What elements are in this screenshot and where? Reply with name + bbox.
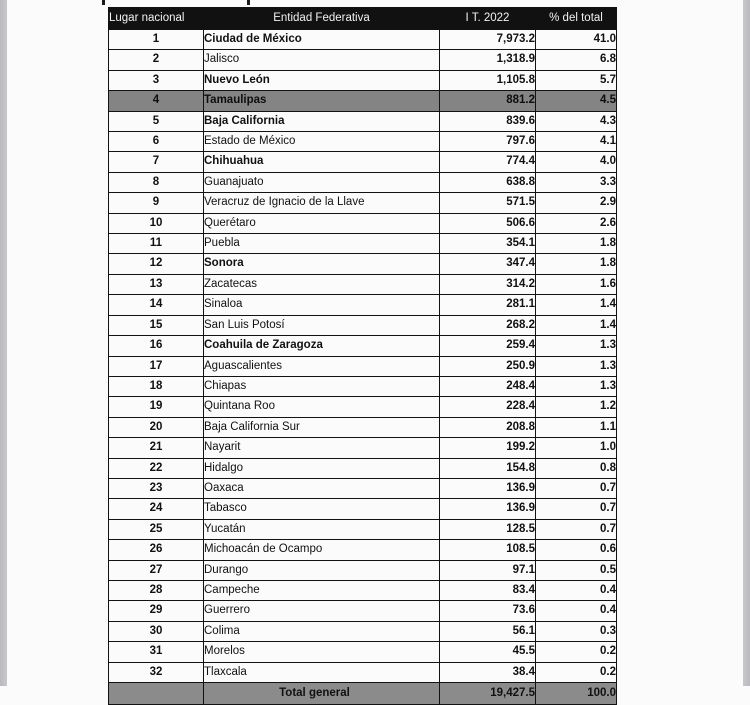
page-edge-right <box>743 0 750 686</box>
cell-state: Tamaulipas <box>204 91 440 111</box>
cell-value: 248.4 <box>440 376 536 396</box>
cell-state: Guanajuato <box>204 172 440 192</box>
cell-state: Puebla <box>204 234 440 254</box>
cell-percent: 1.8 <box>536 254 617 274</box>
cell-rank: 16 <box>109 336 204 356</box>
table-row[interactable] <box>109 376 617 396</box>
cell-rank: 4 <box>109 91 204 111</box>
cell-rank: 22 <box>109 458 204 478</box>
cell-value: 38.4 <box>440 662 536 682</box>
cell-state: Nuevo León <box>204 70 440 90</box>
cell-rank: 1 <box>109 30 204 50</box>
cell-rank: 7 <box>109 152 204 172</box>
cell-percent: 4.3 <box>536 111 617 131</box>
cell-state: Aguascalientes <box>204 356 440 376</box>
table-row[interactable] <box>109 417 617 437</box>
table-row[interactable] <box>109 478 617 498</box>
cell-state: Chiapas <box>204 376 440 396</box>
total-row-value: 19,427.5 <box>440 683 536 705</box>
cell-rank: 13 <box>109 274 204 294</box>
cell-value: 56.1 <box>440 621 536 641</box>
cell-percent: 1.2 <box>536 397 617 417</box>
cell-value: 354.1 <box>440 234 536 254</box>
cell-rank: 10 <box>109 213 204 233</box>
table-row[interactable] <box>109 91 617 111</box>
cell-percent: 6.8 <box>536 50 617 70</box>
cell-value: 797.6 <box>440 132 536 152</box>
table-row[interactable] <box>109 30 617 50</box>
cell-state: Durango <box>204 560 440 580</box>
cell-rank: 2 <box>109 50 204 70</box>
cell-state: Zacatecas <box>204 274 440 294</box>
cell-percent: 1.3 <box>536 336 617 356</box>
statistics-table-container <box>108 7 616 705</box>
cell-value: 45.5 <box>440 642 536 662</box>
cell-rank: 26 <box>109 540 204 560</box>
cell-value: 136.9 <box>440 499 536 519</box>
cell-value: 83.4 <box>440 580 536 600</box>
cell-rank: 5 <box>109 111 204 131</box>
cell-state: Veracruz de Ignacio de la Llave <box>204 193 440 213</box>
cell-value: 314.2 <box>440 274 536 294</box>
cell-percent: 0.7 <box>536 519 617 539</box>
cell-rank: 27 <box>109 560 204 580</box>
cell-state: Querétaro <box>204 213 440 233</box>
cell-value: 571.5 <box>440 193 536 213</box>
cell-percent: 0.5 <box>536 560 617 580</box>
table-row[interactable] <box>109 580 617 600</box>
cell-percent: 41.0 <box>536 30 617 50</box>
cell-value: 268.2 <box>440 315 536 335</box>
page-edge-left <box>0 0 7 686</box>
cell-state: Quintana Roo <box>204 397 440 417</box>
cell-percent: 4.1 <box>536 132 617 152</box>
cell-value: 128.5 <box>440 519 536 539</box>
table-row[interactable] <box>109 274 617 294</box>
cell-state: Colima <box>204 621 440 641</box>
cell-percent: 0.8 <box>536 458 617 478</box>
cell-state: Baja California <box>204 111 440 131</box>
cell-rank: 30 <box>109 621 204 641</box>
table-row[interactable] <box>109 193 617 213</box>
table-row[interactable] <box>109 356 617 376</box>
cell-rank: 31 <box>109 642 204 662</box>
table-row[interactable] <box>109 642 617 662</box>
table-row[interactable] <box>109 560 617 580</box>
table-row[interactable] <box>109 70 617 90</box>
cell-state: Morelos <box>204 642 440 662</box>
table-row[interactable] <box>109 254 617 274</box>
cell-state: Ciudad de México <box>204 30 440 50</box>
table-row[interactable] <box>109 295 617 315</box>
cell-value: 250.9 <box>440 356 536 376</box>
cell-percent: 2.9 <box>536 193 617 213</box>
cell-rank: 32 <box>109 662 204 682</box>
cell-percent: 1.3 <box>536 356 617 376</box>
cell-value: 347.4 <box>440 254 536 274</box>
cell-rank: 3 <box>109 70 204 90</box>
table-row[interactable] <box>109 540 617 560</box>
cell-state: Sonora <box>204 254 440 274</box>
cell-value: 108.5 <box>440 540 536 560</box>
cell-rank: 6 <box>109 132 204 152</box>
statistics-table <box>108 7 617 705</box>
crop-tick-mark-left <box>102 0 105 5</box>
table-row[interactable] <box>109 111 617 131</box>
cell-value: 1,105.8 <box>440 70 536 90</box>
table-row[interactable] <box>109 234 617 254</box>
table-row[interactable] <box>109 621 617 641</box>
cell-state: Michoacán de Ocampo <box>204 540 440 560</box>
table-body <box>109 30 617 683</box>
cell-state: Coahuila de Zaragoza <box>204 336 440 356</box>
cell-state: Oaxaca <box>204 478 440 498</box>
cell-rank: 14 <box>109 295 204 315</box>
table-header <box>109 8 617 30</box>
cell-state: Campeche <box>204 580 440 600</box>
cell-value: 97.1 <box>440 560 536 580</box>
cell-value: 136.9 <box>440 478 536 498</box>
table-row[interactable] <box>109 172 617 192</box>
cell-rank: 8 <box>109 172 204 192</box>
column-header-rank[interactable]: Lugar nacional <box>109 8 204 30</box>
cell-value: 1,318.9 <box>440 50 536 70</box>
cell-value: 839.6 <box>440 111 536 131</box>
cell-percent: 0.4 <box>536 580 617 600</box>
cell-value: 506.6 <box>440 213 536 233</box>
cell-rank: 15 <box>109 315 204 335</box>
table-row[interactable] <box>109 50 617 70</box>
cell-percent: 0.6 <box>536 540 617 560</box>
table-row[interactable] <box>109 601 617 621</box>
cell-percent: 4.5 <box>536 91 617 111</box>
table-header-row <box>109 8 617 30</box>
table-row[interactable] <box>109 662 617 682</box>
cell-state: Guerrero <box>204 601 440 621</box>
cell-rank: 17 <box>109 356 204 376</box>
cell-value: 881.2 <box>440 91 536 111</box>
cell-rank: 25 <box>109 519 204 539</box>
table-row[interactable] <box>109 519 617 539</box>
cell-percent: 3.3 <box>536 172 617 192</box>
cell-percent: 1.1 <box>536 417 617 437</box>
cell-percent: 0.2 <box>536 642 617 662</box>
cell-rank: 9 <box>109 193 204 213</box>
cell-value: 638.8 <box>440 172 536 192</box>
cell-value: 259.4 <box>440 336 536 356</box>
cell-state: Jalisco <box>204 50 440 70</box>
cell-value: 73.6 <box>440 601 536 621</box>
cell-value: 228.4 <box>440 397 536 417</box>
cell-percent: 1.0 <box>536 438 617 458</box>
total-row-label: Total general <box>204 683 440 705</box>
table-row[interactable] <box>109 315 617 335</box>
cell-state: Tlaxcala <box>204 662 440 682</box>
table-row[interactable] <box>109 213 617 233</box>
column-header-state[interactable]: Entidad Federativa <box>204 8 440 30</box>
cell-percent: 0.7 <box>536 499 617 519</box>
cell-percent: 4.0 <box>536 152 617 172</box>
cell-value: 7,973.2 <box>440 30 536 50</box>
cell-value: 281.1 <box>440 295 536 315</box>
cell-state: San Luis Potosí <box>204 315 440 335</box>
cell-rank: 24 <box>109 499 204 519</box>
cell-percent: 1.6 <box>536 274 617 294</box>
table-row[interactable] <box>109 132 617 152</box>
cell-rank: 29 <box>109 601 204 621</box>
cell-percent: 2.6 <box>536 213 617 233</box>
column-header-percent[interactable]: % del total <box>536 8 617 30</box>
table-row[interactable] <box>109 499 617 519</box>
cell-value: 208.8 <box>440 417 536 437</box>
cell-state: Hidalgo <box>204 458 440 478</box>
cell-state: Estado de México <box>204 132 440 152</box>
table-row[interactable] <box>109 336 617 356</box>
cell-percent: 1.4 <box>536 315 617 335</box>
cell-rank: 21 <box>109 438 204 458</box>
cell-value: 199.2 <box>440 438 536 458</box>
cell-state: Baja California Sur <box>204 417 440 437</box>
cell-rank: 19 <box>109 397 204 417</box>
cell-state: Yucatán <box>204 519 440 539</box>
cell-percent: 1.8 <box>536 234 617 254</box>
crop-tick-mark-right <box>247 0 250 5</box>
cell-state: Nayarit <box>204 438 440 458</box>
cell-percent: 1.3 <box>536 376 617 396</box>
cell-percent: 0.3 <box>536 621 617 641</box>
cell-state: Chihuahua <box>204 152 440 172</box>
cell-rank: 18 <box>109 376 204 396</box>
cell-percent: 1.4 <box>536 295 617 315</box>
cell-state: Sinaloa <box>204 295 440 315</box>
cell-rank: 23 <box>109 478 204 498</box>
table-row[interactable] <box>109 438 617 458</box>
total-row-percent: 100.0 <box>536 683 617 705</box>
cell-state: Tabasco <box>204 499 440 519</box>
cell-rank: 28 <box>109 580 204 600</box>
table-row[interactable] <box>109 458 617 478</box>
cell-percent: 0.2 <box>536 662 617 682</box>
table-row[interactable] <box>109 152 617 172</box>
table-row[interactable] <box>109 397 617 417</box>
cell-percent: 0.7 <box>536 478 617 498</box>
cell-value: 774.4 <box>440 152 536 172</box>
column-header-value[interactable]: I T. 2022 <box>440 8 536 30</box>
cell-rank: 12 <box>109 254 204 274</box>
cell-percent: 0.4 <box>536 601 617 621</box>
cell-value: 154.8 <box>440 458 536 478</box>
document-surface <box>7 0 743 699</box>
cell-percent: 5.7 <box>536 70 617 90</box>
cell-rank: 11 <box>109 234 204 254</box>
cell-rank: 20 <box>109 417 204 437</box>
